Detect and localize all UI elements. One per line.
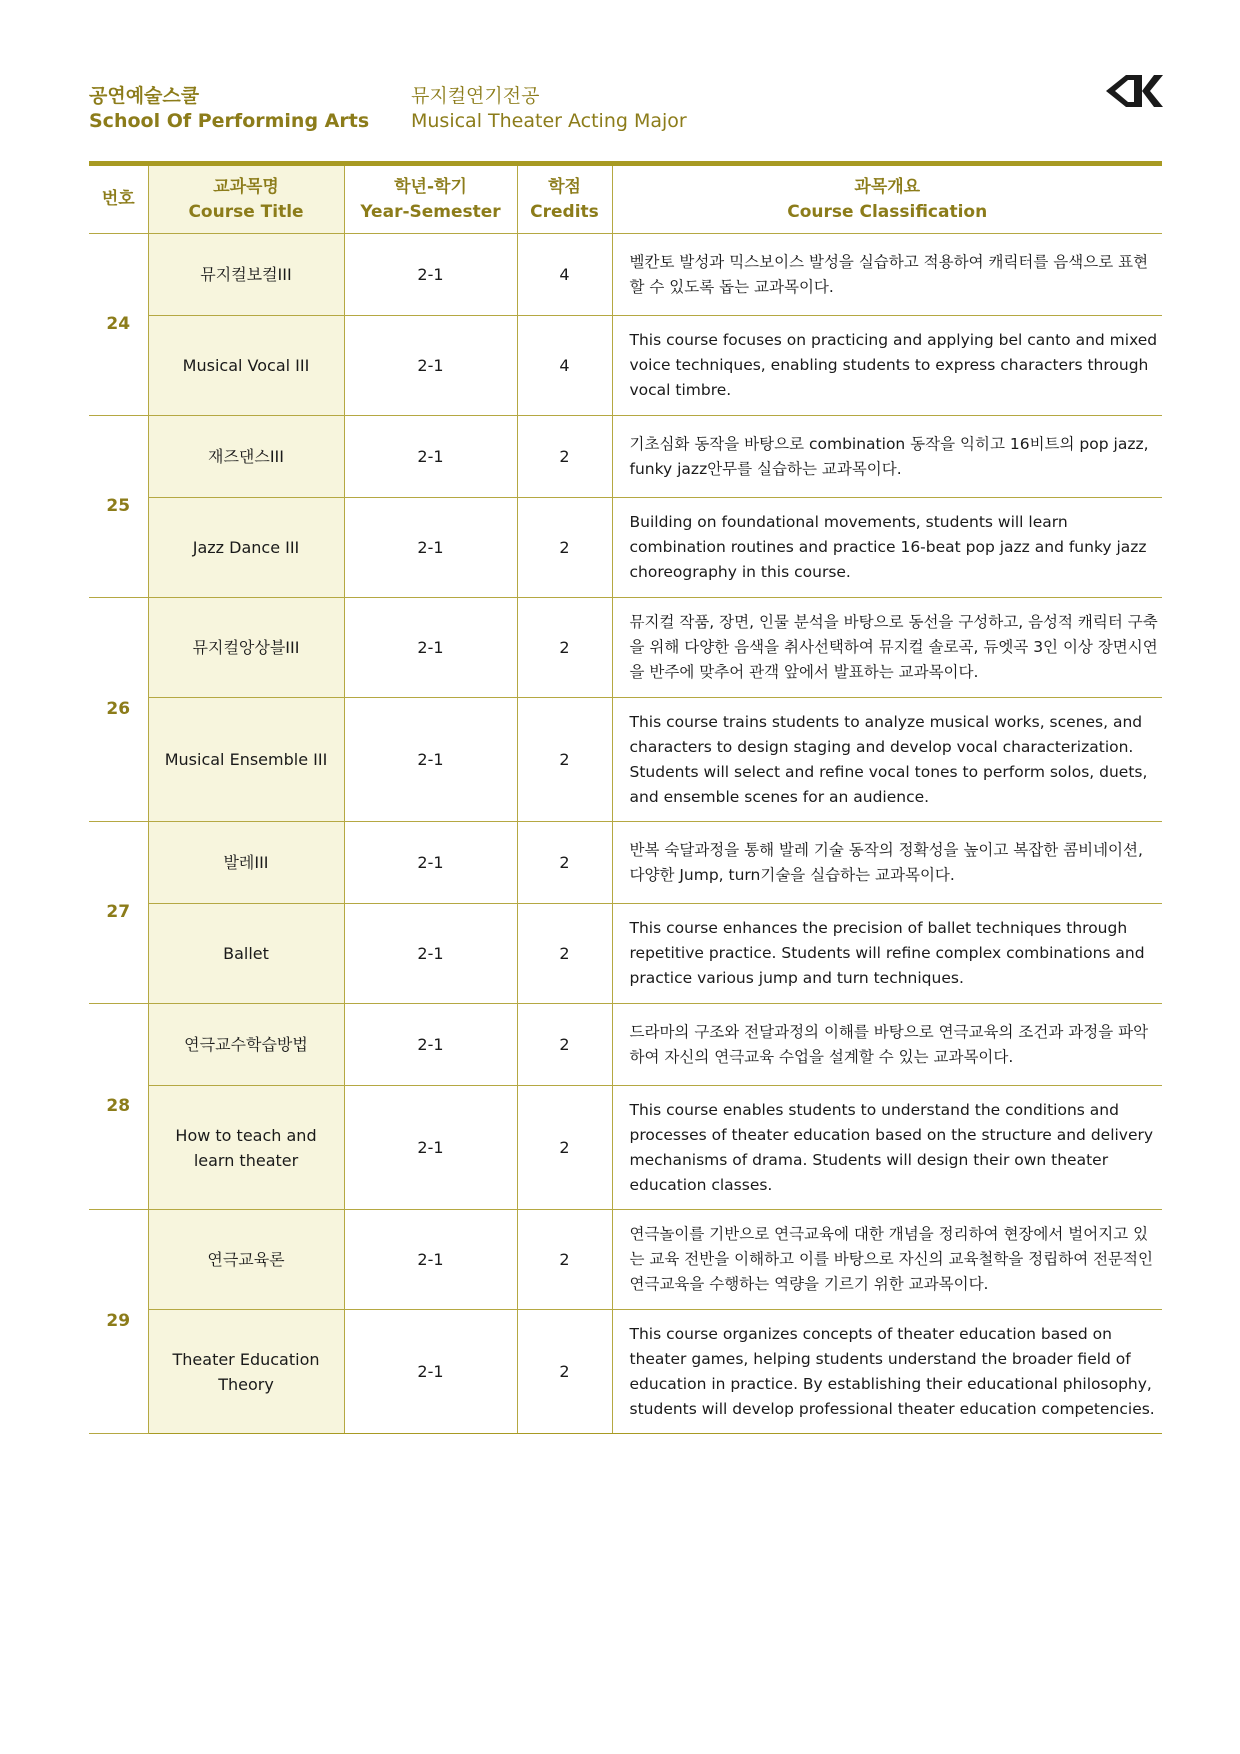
course-title-en: Musical Ensemble III	[148, 698, 344, 822]
course-title-kr: 뮤지컬보컬III	[148, 234, 344, 316]
course-description-kr: 기초심화 동작을 바탕으로 combination 동작을 익히고 16비트의 pop jazz, funky jazz안무를 실습하는 교과목이다.	[612, 416, 1162, 498]
course-description-kr: 연극놀이를 기반으로 연극교육에 대한 개념을 정리하여 현장에서 벌어지고 있는 교육 전반을 이해하고 이를 바탕으로 자신의 교육철학을 정립하여 전문적인 연극교육을 수행하는 역량을 기르기 위한 교과목이다.	[612, 1210, 1162, 1310]
year-semester: 2-1	[344, 598, 517, 698]
table-row	[89, 1004, 1162, 1086]
credits: 2	[517, 904, 612, 1004]
course-title-en: Ballet	[148, 904, 344, 1004]
course-title-kr: 연극교육론	[148, 1210, 344, 1310]
course-description-en: This course enhances the precision of ballet techniques through repetitive practice. Students will refine complex combinations and practice various jump and turn techniques.	[612, 904, 1162, 1004]
table-row	[89, 416, 1162, 498]
course-title-en: How to teach and learn theater	[148, 1086, 344, 1210]
table-row	[89, 598, 1162, 698]
year-semester: 2-1	[344, 1086, 517, 1210]
page-header	[89, 84, 1240, 144]
year-semester: 2-1	[344, 234, 517, 316]
major-name-kr: 뮤지컬연기전공	[411, 85, 540, 107]
table-row	[89, 498, 1162, 598]
year-semester: 2-1	[344, 822, 517, 904]
course-number: 25	[89, 416, 148, 598]
year-semester: 2-1	[344, 698, 517, 822]
table-row	[89, 1086, 1162, 1210]
credits: 2	[517, 822, 612, 904]
credits: 2	[517, 698, 612, 822]
school-name	[89, 84, 389, 134]
course-title-kr: 뮤지컬앙상블III	[148, 598, 344, 698]
credits: 2	[517, 1004, 612, 1086]
course-description-en: This course trains students to analyze musical works, scenes, and characters to design staging and develop vocal characterization. Students will select and refine vocal tones to perform solos, duets, and ensemble scenes for an audience.	[612, 698, 1162, 822]
credits: 2	[517, 1210, 612, 1310]
credits: 2	[517, 498, 612, 598]
header-course-title: 교과목명 Course Title	[148, 164, 344, 234]
course-number: 24	[89, 234, 148, 416]
school-name-en: School Of Performing Arts	[89, 110, 370, 132]
course-description-kr: 드라마의 구조와 전달과정의 이해를 바탕으로 연극교육의 조건과 과정을 파악하여 자신의 연극교육 수업을 설계할 수 있는 교과목이다.	[612, 1004, 1162, 1086]
table-row	[89, 1310, 1162, 1434]
course-title-kr: 연극교수학습방법	[148, 1004, 344, 1086]
table-row	[89, 698, 1162, 822]
course-description-en: Building on foundational movements, students will learn combination routines and practice 16-beat pop jazz and funky jazz choreography in this course.	[612, 498, 1162, 598]
course-number: 28	[89, 1004, 148, 1210]
course-title-kr: 재즈댄스III	[148, 416, 344, 498]
year-semester: 2-1	[344, 316, 517, 416]
header-number: 번호	[89, 164, 148, 234]
course-title-en: Jazz Dance III	[148, 498, 344, 598]
credits: 2	[517, 1310, 612, 1434]
table-row	[89, 904, 1162, 1004]
table-row	[89, 234, 1162, 316]
course-number: 26	[89, 598, 148, 822]
course-description-en: This course organizes concepts of theater education based on theater games, helping students understand the broader field of education in practice. By establishing their educational philosophy, students will develop professional theater education competencies.	[612, 1310, 1162, 1434]
course-description-kr: 뮤지컬 작품, 장면, 인물 분석을 바탕으로 동선을 구성하고, 음성적 캐릭터 구축을 위해 다양한 음색을 취사선택하여 뮤지컬 솔로곡, 듀엣곡 3인 이상 장면시연을 반주에 맞추어 관객 앞에서 발표하는 교과목이다.	[612, 598, 1162, 698]
course-number: 27	[89, 822, 148, 1004]
school-name-kr: 공연예술스쿨	[89, 85, 200, 107]
table-row	[89, 316, 1162, 416]
credits: 4	[517, 316, 612, 416]
year-semester: 2-1	[344, 904, 517, 1004]
year-semester: 2-1	[344, 416, 517, 498]
course-table	[89, 161, 1162, 1434]
header-credits: 학점 Credits	[517, 164, 612, 234]
course-title-en: Musical Vocal III	[148, 316, 344, 416]
table-row	[89, 822, 1162, 904]
major-name	[411, 84, 831, 134]
year-semester: 2-1	[344, 1210, 517, 1310]
year-semester: 2-1	[344, 1310, 517, 1434]
credits: 4	[517, 234, 612, 316]
major-name-en: Musical Theater Acting Major	[411, 110, 687, 132]
course-title-kr: 발레III	[148, 822, 344, 904]
course-number: 29	[89, 1210, 148, 1434]
credits: 2	[517, 1086, 612, 1210]
header-course-classification: 과목개요 Course Classification	[612, 164, 1162, 234]
course-title-en: Theater Education Theory	[148, 1310, 344, 1434]
course-description-kr: 벨칸토 발성과 믹스보이스 발성을 실습하고 적용하여 캐릭터를 음색으로 표현할 수 있도록 돕는 교과목이다.	[612, 234, 1162, 316]
header-year-semester: 학년-학기 Year-Semester	[344, 164, 517, 234]
year-semester: 2-1	[344, 1004, 517, 1086]
year-semester: 2-1	[344, 498, 517, 598]
course-description-en: This course focuses on practicing and applying bel canto and mixed voice techniques, enabling students to express characters through vocal timbre.	[612, 316, 1162, 416]
course-description-kr: 반복 숙달과정을 통해 발레 기술 동작의 정확성을 높이고 복잡한 콤비네이션, 다양한 Jump, turn기술을 실습하는 교과목이다.	[612, 822, 1162, 904]
course-description-en: This course enables students to understand the conditions and processes of theater education based on the structure and delivery mechanisms of drama. Students will design their own theater education classes.	[612, 1086, 1162, 1210]
table-header-row	[89, 164, 1162, 234]
credits: 2	[517, 598, 612, 698]
table-row	[89, 1210, 1162, 1310]
credits: 2	[517, 416, 612, 498]
ck-logo-icon	[1104, 72, 1164, 110]
